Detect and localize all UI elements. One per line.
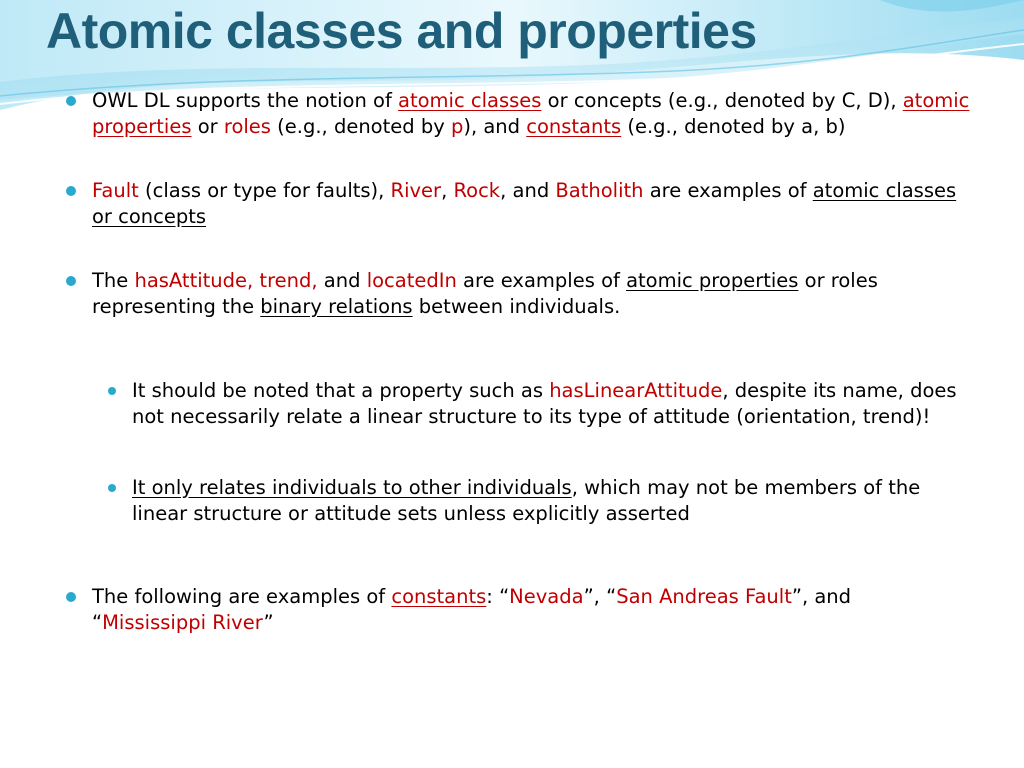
- bullet-text: ”: [263, 611, 274, 634]
- bullet-text: (e.g., denoted by a, b): [621, 115, 846, 138]
- bullet-text: ,: [441, 179, 454, 202]
- sub-bullet-relates-individuals: [108, 475, 971, 527]
- slide-title: Atomic classes and properties: [46, 3, 757, 59]
- term-p: p: [450, 115, 464, 138]
- bullet-text: or: [191, 115, 224, 138]
- term-san-andreas-fault: San Andreas Fault: [616, 585, 792, 608]
- bullet-text: and: [317, 269, 367, 292]
- term-nevada: Nevada: [509, 585, 584, 608]
- bullet-class-examples: [66, 178, 971, 230]
- bullet-text: It should be noted that a property such as: [132, 378, 550, 402]
- term-atomic-classes: atomic classes: [398, 89, 542, 112]
- term-relates-individuals: It only relates individuals to other individuals: [132, 475, 572, 499]
- bullet-text: The following are examples of: [92, 585, 392, 608]
- bullet-constant-examples: [66, 584, 971, 636]
- term-atomic-properties: atomic properties: [626, 269, 799, 292]
- term-binary-relations: binary relations: [260, 295, 413, 318]
- term-hasattitude-trend: hasAttitude, trend,: [134, 269, 318, 292]
- bullet-text: or roles representing the: [92, 269, 878, 318]
- bullet-owl-dl: [66, 88, 971, 140]
- term-fault: Fault: [92, 179, 139, 202]
- bullet-text: ”, “: [583, 585, 617, 608]
- bullet-text: OWL DL supports the notion of: [92, 89, 399, 112]
- bullet-property-examples: [66, 268, 971, 320]
- term-constants: constants: [526, 115, 622, 138]
- bullet-text: (class or type for faults),: [138, 179, 391, 202]
- bullet-text: : “: [486, 585, 510, 608]
- bullet-text: between individuals.: [412, 295, 621, 318]
- term-rock: Rock: [453, 179, 501, 202]
- term-batholith: Batholith: [555, 179, 644, 202]
- bullet-text: or concepts (e.g., denoted by C, D),: [541, 89, 903, 112]
- term-locatedin: locatedIn: [366, 269, 457, 292]
- sub-bullet-haslinearattitude: [108, 378, 971, 430]
- bullet-text: The: [92, 269, 135, 292]
- term-mississippi-river: Mississippi River: [102, 611, 264, 634]
- bullet-text: , which may not be members of the linear structure or attitude sets unless explicitly asserted: [132, 475, 921, 525]
- bullet-text: are examples of: [643, 179, 813, 202]
- bullet-text: ), and: [463, 115, 527, 138]
- bullet-text: , and: [500, 179, 556, 202]
- bullet-text: (e.g., denoted by: [270, 115, 451, 138]
- term-river: River: [390, 179, 442, 202]
- slide-body: [66, 88, 971, 636]
- term-constants: constants: [391, 585, 487, 608]
- bullet-text: ”, and “: [92, 585, 852, 634]
- term-roles: roles: [223, 115, 271, 138]
- bullet-text: are examples of: [456, 269, 627, 292]
- term-atomic-properties: atomic properties: [92, 89, 970, 138]
- term-haslinearattitude: hasLinearAttitude: [549, 378, 723, 402]
- bullet-text: , despite its name, does not necessarily relate a linear structure to its type of attitude (orientation, trend)!: [132, 378, 957, 428]
- term-atomic-classes-or-concepts: atomic classes or concepts: [92, 179, 957, 228]
